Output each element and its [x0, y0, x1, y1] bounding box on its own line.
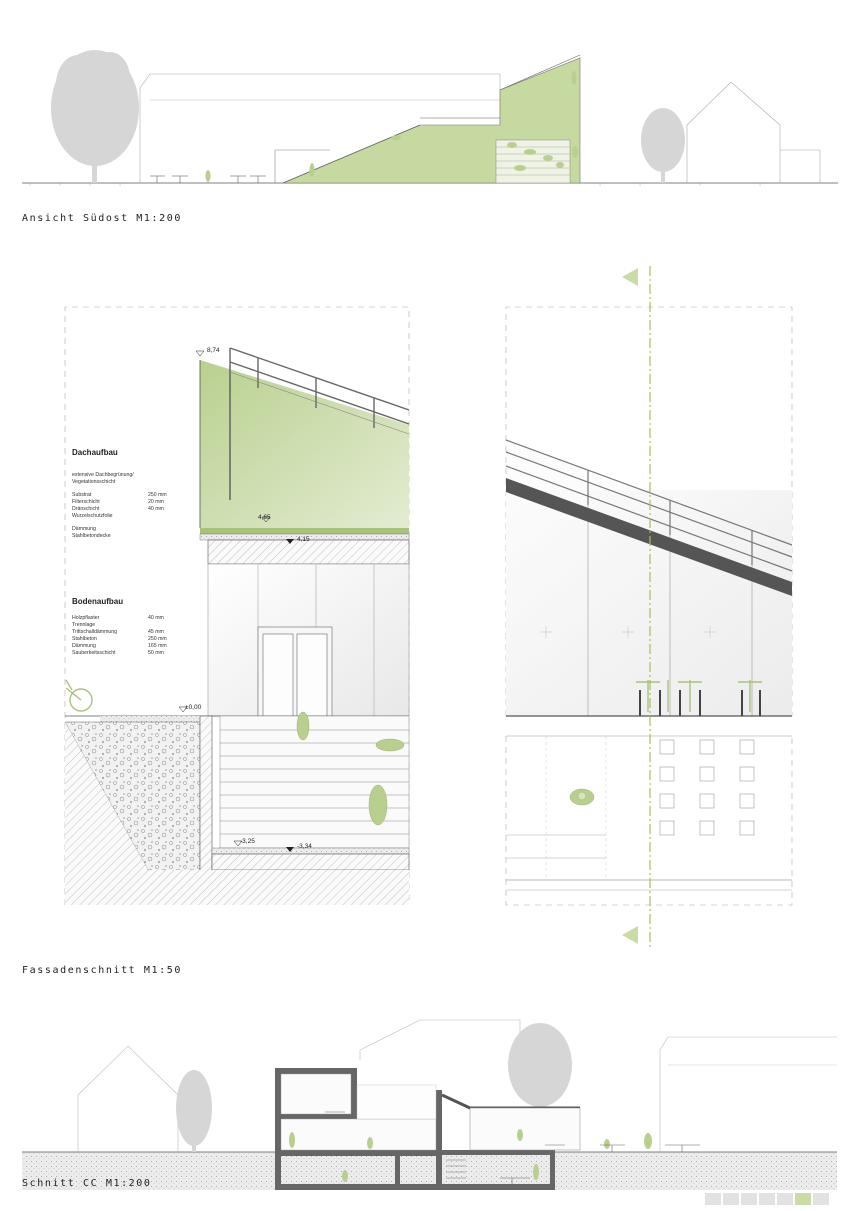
section-arrow-top — [622, 268, 638, 286]
floor-layer-name: Dämmung — [72, 643, 96, 649]
roof-buildup-layers — [72, 472, 167, 539]
section-cc — [22, 1020, 837, 1190]
floor-layer-name: Trittschalldämmung — [72, 629, 118, 635]
roof-layer-name: extensive Dachbegrünung/ — [72, 472, 134, 478]
floor-layer-value: 165 mm — [148, 643, 167, 649]
roof-layer-value: 20 mm — [148, 499, 164, 505]
level-top: 8,74 — [207, 347, 220, 354]
level-roof: 4,65 — [258, 514, 271, 521]
level-lower: -3,25 — [240, 838, 255, 845]
roof-layer-name: Dränschicht — [72, 506, 100, 512]
elevation-southeast — [22, 50, 838, 186]
floor-layer-value: 40 mm — [148, 615, 164, 621]
level-lower-floor: -3,34 — [297, 843, 312, 850]
bicycle — [66, 680, 92, 711]
floor-buildup-title: Bodenaufbau — [72, 597, 124, 606]
roof-layer-name: Stahlbetondecke — [72, 533, 111, 539]
sheet-index — [705, 1193, 829, 1205]
roof-layer-name: Dämmung — [72, 526, 96, 532]
caption-facade-section: Fassadenschnitt M1:50 — [22, 965, 183, 976]
roof-buildup-title: Dachaufbau — [72, 448, 118, 457]
floor-layer-value: 45 mm — [148, 629, 164, 635]
facade-section — [65, 307, 409, 905]
section-arrow-bottom — [622, 926, 638, 944]
floor-layer-name: Holzpflaster — [72, 615, 100, 621]
floor-buildup-layers — [72, 615, 167, 656]
roof-layer-name: Substrat — [72, 492, 92, 498]
roof-layer-name: Filterschicht — [72, 499, 100, 505]
floor-layer-value: 250 mm — [148, 636, 167, 642]
caption-section: Schnitt CC M1:200 — [22, 1178, 152, 1189]
tree — [51, 50, 139, 183]
green-roof-section — [200, 360, 409, 528]
roof-layer-name: Wurzelschutzfolie — [72, 513, 113, 519]
level-ground: ±0,00 — [185, 704, 202, 711]
roof-layer-value: 250 mm — [148, 492, 167, 498]
facade-elevation-detail — [506, 266, 792, 948]
caption-elevation: Ansicht Südost M1:200 — [22, 213, 183, 224]
roof-layer-value: 40 mm — [148, 506, 164, 512]
roof-layer-name: Vegetationsschicht — [72, 479, 116, 485]
level-ceiling: 4,15 — [297, 536, 310, 543]
floor-layer-name: Stahlbeton — [72, 636, 97, 642]
floor-layer-value: 50 mm — [148, 650, 164, 656]
entrance-door — [258, 627, 332, 716]
floor-layer-name: Trennlage — [72, 622, 96, 628]
floor-layer-name: Sauberkeitsschicht — [72, 650, 116, 656]
